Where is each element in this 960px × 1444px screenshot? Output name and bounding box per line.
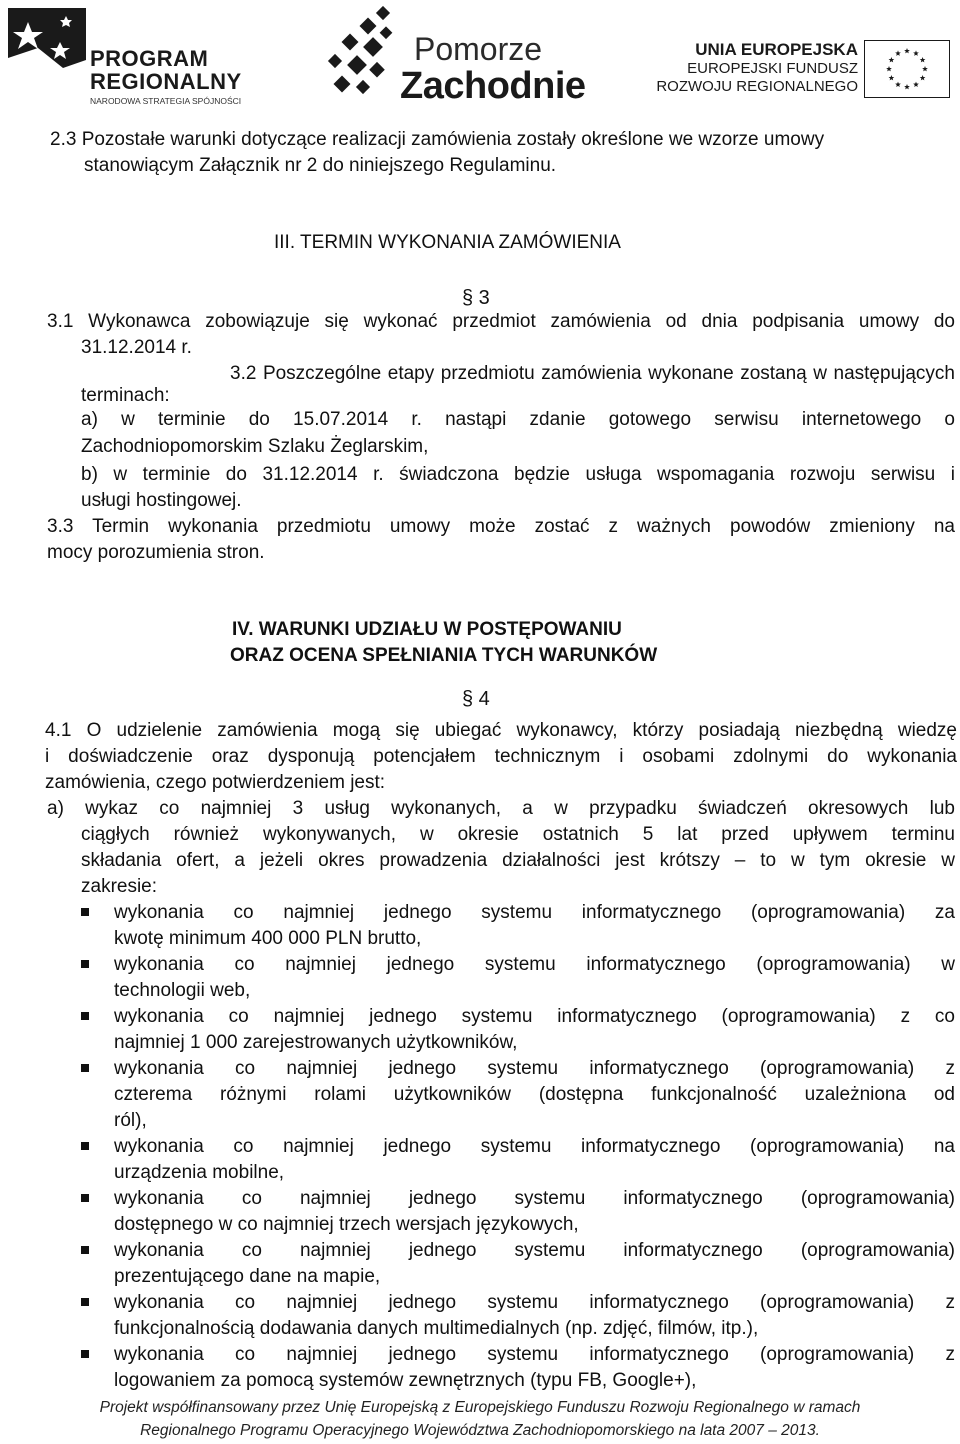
p41-line1: 4.1 O udzielenie zamówienia mogą się ubiegać wykonawcy, którzy posiadają niezbędną wiedzę — [45, 720, 957, 741]
list-item-line: wykonania co najmniej jednego systemu informatycznego (oprogramowania) za — [114, 902, 955, 923]
list-item-line: wykonania co najmniej jednego systemu informatycznego (oprogramowania) z — [114, 1292, 955, 1313]
eu-logo-line2: EUROPEJSKI FUNDUSZ — [687, 60, 858, 77]
p33-line2: mocy porozumienia stron. — [47, 542, 265, 563]
list-item-line: wykonania co najmniej jednego systemu informatycznego (oprogramowania) na — [114, 1136, 955, 1157]
section3-title: III. TERMIN WYKONANIA ZAMÓWIENIA — [274, 232, 621, 253]
p31-line1: 3.1 Wykonawca zobowiązuje się wykonać przedmiot zamówienia od dnia podpisania umowy do — [47, 311, 955, 332]
list-item-line: logowaniem za pomocą systemów zewnętrznych (typu FB, Google+), — [114, 1370, 697, 1391]
logo-pomorze-line2: Zachodnie — [400, 65, 586, 107]
list-item-line: wykonania co najmniej jednego systemu informatycznego (oprogramowania) z — [114, 1344, 955, 1365]
bullet-square-icon — [81, 1298, 89, 1306]
header-logos — [0, 0, 960, 108]
p33-line1: 3.3 Termin wykonania przedmiotu umowy może zostać z ważnych powodów zmieniony na — [47, 516, 955, 537]
list-item-line: wykonania co najmniej jednego systemu informatycznego (oprogramowania) w — [114, 954, 955, 975]
eu-logo — [632, 40, 950, 98]
p41-line2: i doświadczenie oraz dysponują potencjałem technicznym i osobami zdolnymi do wykonania — [45, 746, 957, 767]
p41-item-a-line3: składania ofert, a jeżeli okres prowadzenia działalności jest krótszy – to w tym okresie w — [81, 850, 955, 871]
p32-line2: terminach: — [81, 385, 170, 406]
p23-line1: 2.3 Pozostałe warunki dotyczące realizacji zamówienia zostały określone we wzorze umowy — [50, 129, 825, 150]
section4-paragraph-sign: § 4 — [462, 688, 490, 710]
p32-item-b-line2: usługi hostingowej. — [81, 490, 242, 511]
bullet-square-icon — [81, 908, 89, 916]
program-regionalny-emblem-icon — [8, 8, 86, 96]
eu-logo-line1: UNIA EUROPEJSKA — [695, 40, 858, 59]
list-item-line: dostępnego w co najmniej trzech wersjach językowych, — [114, 1214, 579, 1235]
bullet-square-icon — [81, 960, 89, 968]
bullet-square-icon — [81, 1142, 89, 1150]
p32-item-a-line1: a) w terminie do 15.07.2014 r. nastąpi zdanie gotowego serwisu internetowego o — [81, 409, 955, 430]
eu-logo-line3: ROZWOJU REGIONALNEGO — [656, 78, 858, 95]
list-item-line: wykonania co najmniej jednego systemu informatycznego (oprogramowania) — [114, 1240, 955, 1261]
section3-paragraph-sign: § 3 — [462, 287, 490, 309]
section4-title-line2: ORAZ OCENA SPEŁNIANIA TYCH WARUNKÓW — [230, 645, 658, 666]
list-item-line: wykonania co najmniej jednego systemu informatycznego (oprogramowania) z co — [114, 1006, 955, 1027]
p31-line2: 31.12.2014 r. — [81, 337, 192, 358]
list-item-line: prezentującego dane na mapie, — [114, 1266, 381, 1287]
p32-line1: 3.2 Poszczególne etapy przedmiotu zamówienia wykonane zostaną w następujących — [230, 363, 955, 384]
list-item-line: wykonania co najmniej jednego systemu informatycznego (oprogramowania) z — [114, 1058, 955, 1079]
eu-logo-text — [656, 40, 858, 96]
footer-line2: Regionalnego Programu Operacyjnego Województwa Zachodniopomorskiego na lata 2007 – 2013. — [140, 1422, 820, 1439]
list-item-line: kwotę minimum 400 000 PLN brutto, — [114, 928, 422, 949]
logo-program-line3: NARODOWA STRATEGIA SPÓJNOŚCI — [90, 96, 242, 106]
p41-line3: zamówienia, czego potwierdzeniem jest: — [45, 772, 386, 793]
logo-program-line2: REGIONALNY — [90, 69, 242, 94]
footer-line1: Projekt współfinansowany przez Unię Europejską z Europejskiego Funduszu Rozwoju Regionalnego w ramach — [99, 1399, 861, 1416]
pomorze-emblem-icon — [322, 6, 412, 102]
bullet-square-icon — [81, 1012, 89, 1020]
list-item-line: technologii web, — [114, 980, 251, 1001]
pomorze-zachodnie-logo — [322, 6, 586, 107]
bullet-square-icon — [81, 1194, 89, 1202]
list-item-line: funkcjonalnością dodawania danych multimedialnych (np. zdjęć, filmów, itp.), — [114, 1318, 759, 1339]
bullet-square-icon — [81, 1350, 89, 1358]
p23-line2: stanowiącym Załącznik nr 2 do niniejszego Regulaminu. — [84, 155, 557, 176]
p32-item-a-line2: Zachodniopomorskim Szlaku Żeglarskim, — [81, 436, 429, 457]
list-item-line: wykonania co najmniej jednego systemu informatycznego (oprogramowania) — [114, 1188, 955, 1209]
p32-item-b-line1: b) w terminie do 31.12.2014 r. świadczona będzie usługa wspomagania rozwoju serwisu i — [81, 464, 955, 485]
logo-pomorze-line1: Pomorze — [414, 31, 543, 67]
section4-title-line1: IV. WARUNKI UDZIAŁU W POSTĘPOWANIU — [232, 619, 622, 640]
logo-program-line1: PROGRAM — [90, 46, 209, 71]
list-item-line: urządzenia mobilne, — [114, 1162, 285, 1183]
list-item-line: najmniej 1 000 zarejestrowanych użytkowników, — [114, 1032, 518, 1053]
list-item-line: czterema różnymi rolami użytkowników (dostępna funkcjonalność uzależniona od — [114, 1084, 955, 1105]
eu-flag-icon — [864, 40, 950, 98]
program-regionalny-logo — [8, 8, 248, 106]
p41-item-a-line2: ciągłych również wykonywanych, w okresie ostatnich 5 lat przed upływem terminu — [81, 824, 955, 845]
list-item-line: ról), — [114, 1110, 147, 1131]
bullet-square-icon — [81, 1064, 89, 1072]
bullet-square-icon — [81, 1246, 89, 1254]
p41-item-a-line1: a) wykaz co najmniej 3 usług wykonanych, a w przypadku świadczeń okresowych lub — [47, 798, 955, 819]
p41-item-a-line4: zakresie: — [81, 876, 158, 897]
